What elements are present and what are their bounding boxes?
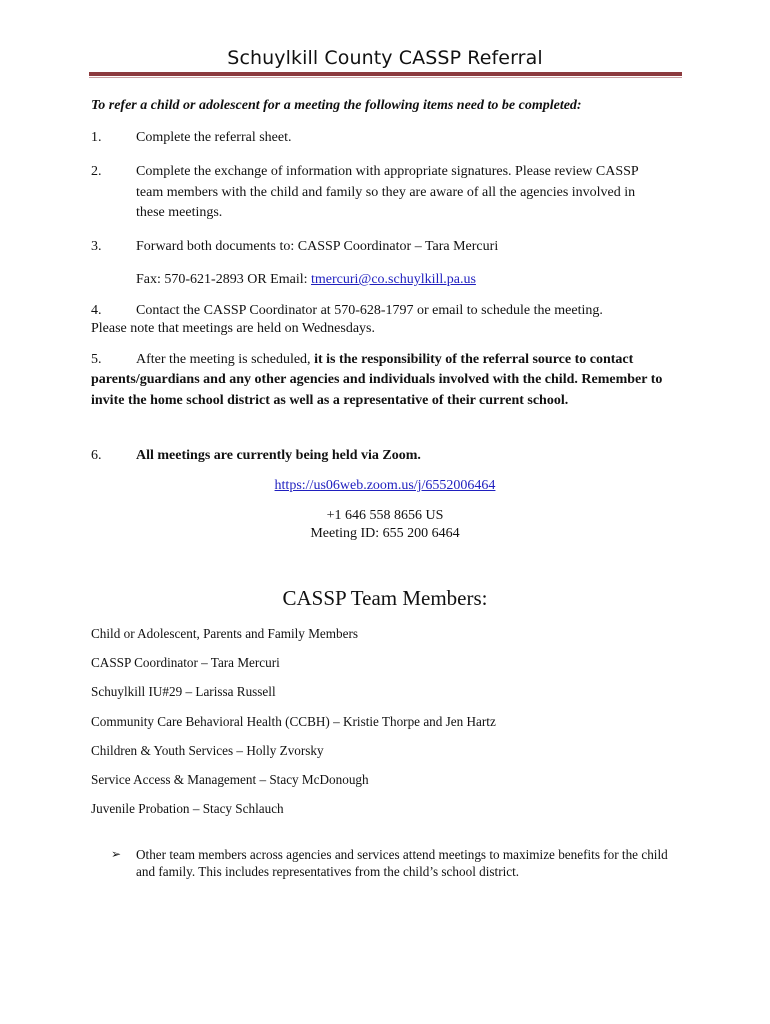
title-divider-shadow [89,77,682,78]
team-member: Community Care Behavioral Health (CCBH) – Kristie Thorpe and Jen Hartz [91,713,496,729]
step-1-text: Complete the referral sheet. [136,130,292,145]
team-member: Service Access & Management – Stacy McDonough [91,771,369,787]
step-2-text: Complete the exchange of information with appropriate signatures. Please review CASSP team members with the child and family so they are aware of all the agencies involved in these meetings. [136,164,639,220]
step-5-plain: After the meeting is scheduled, [136,352,315,367]
step-3-contact [136,270,696,291]
step-6-number: 6. [91,448,102,463]
zoom-meeting-id: Meeting ID: 655 200 6464 [310,526,460,541]
step-5-number: 5. [91,352,102,367]
step-1-number: 1. [91,130,102,145]
step-5-bold-first: it is the responsibility of the referral source to contact [314,352,634,367]
zoom-phone: +1 646 558 8656 US [326,508,444,523]
step-5-bold-rest: parents/guardians and any other agencies and individuals involved with the child. Remember to invite the home school district as well as a representative of their current school. [91,372,663,408]
team-member: CASSP Coordinator – Tara Mercuri [91,655,280,671]
title-divider [89,72,682,76]
intro-text: To refer a child or adolescent for a meeting the following items need to be completed: [91,98,582,113]
zoom-link-line [0,476,770,497]
team-note-text: Other team members across agencies and services attend meetings to maximize benefits for the child and family. This includes representatives from the child’s school district. [136,847,668,879]
step-5-line-1 [136,350,696,371]
step-4-continuation: Please note that meetings are held on Wednesdays. [91,321,375,336]
step-2-number: 2. [91,164,102,179]
team-member: Schuylkill IU#29 – Larissa Russell [91,684,276,700]
team-member: Child or Adolescent, Parents and Family Members [91,626,359,641]
step-3-text: Forward both documents to: CASSP Coordinator – Tara Mercuri [136,239,499,254]
step-3-number: 3. [91,239,102,254]
arrow-bullet-icon: ➢ [111,847,122,861]
step-4-text: Contact the CASSP Coordinator at 570-628-1797 or email to schedule the meeting. [136,303,603,318]
step-4-number: 4. [91,303,102,318]
zoom-link[interactable]: https://us06web.zoom.us/j/6552006464 [274,478,496,493]
team-member: Children & Youth Services – Holly Zvorsky [91,742,324,758]
step-6-text: All meetings are currently being held via Zoom. [136,448,421,463]
team-member: Juvenile Probation – Stacy Schlauch [91,801,284,817]
team-heading: CASSP Team Members: [282,586,488,610]
team-members-list [91,624,691,828]
email-link[interactable]: tmercuri@co.schuylkill.pa.us [311,272,476,287]
fax-label: Fax: 570-621-2893 OR Email: [136,272,311,287]
page-title: Schuylkill County CASSP Referral [227,47,543,69]
